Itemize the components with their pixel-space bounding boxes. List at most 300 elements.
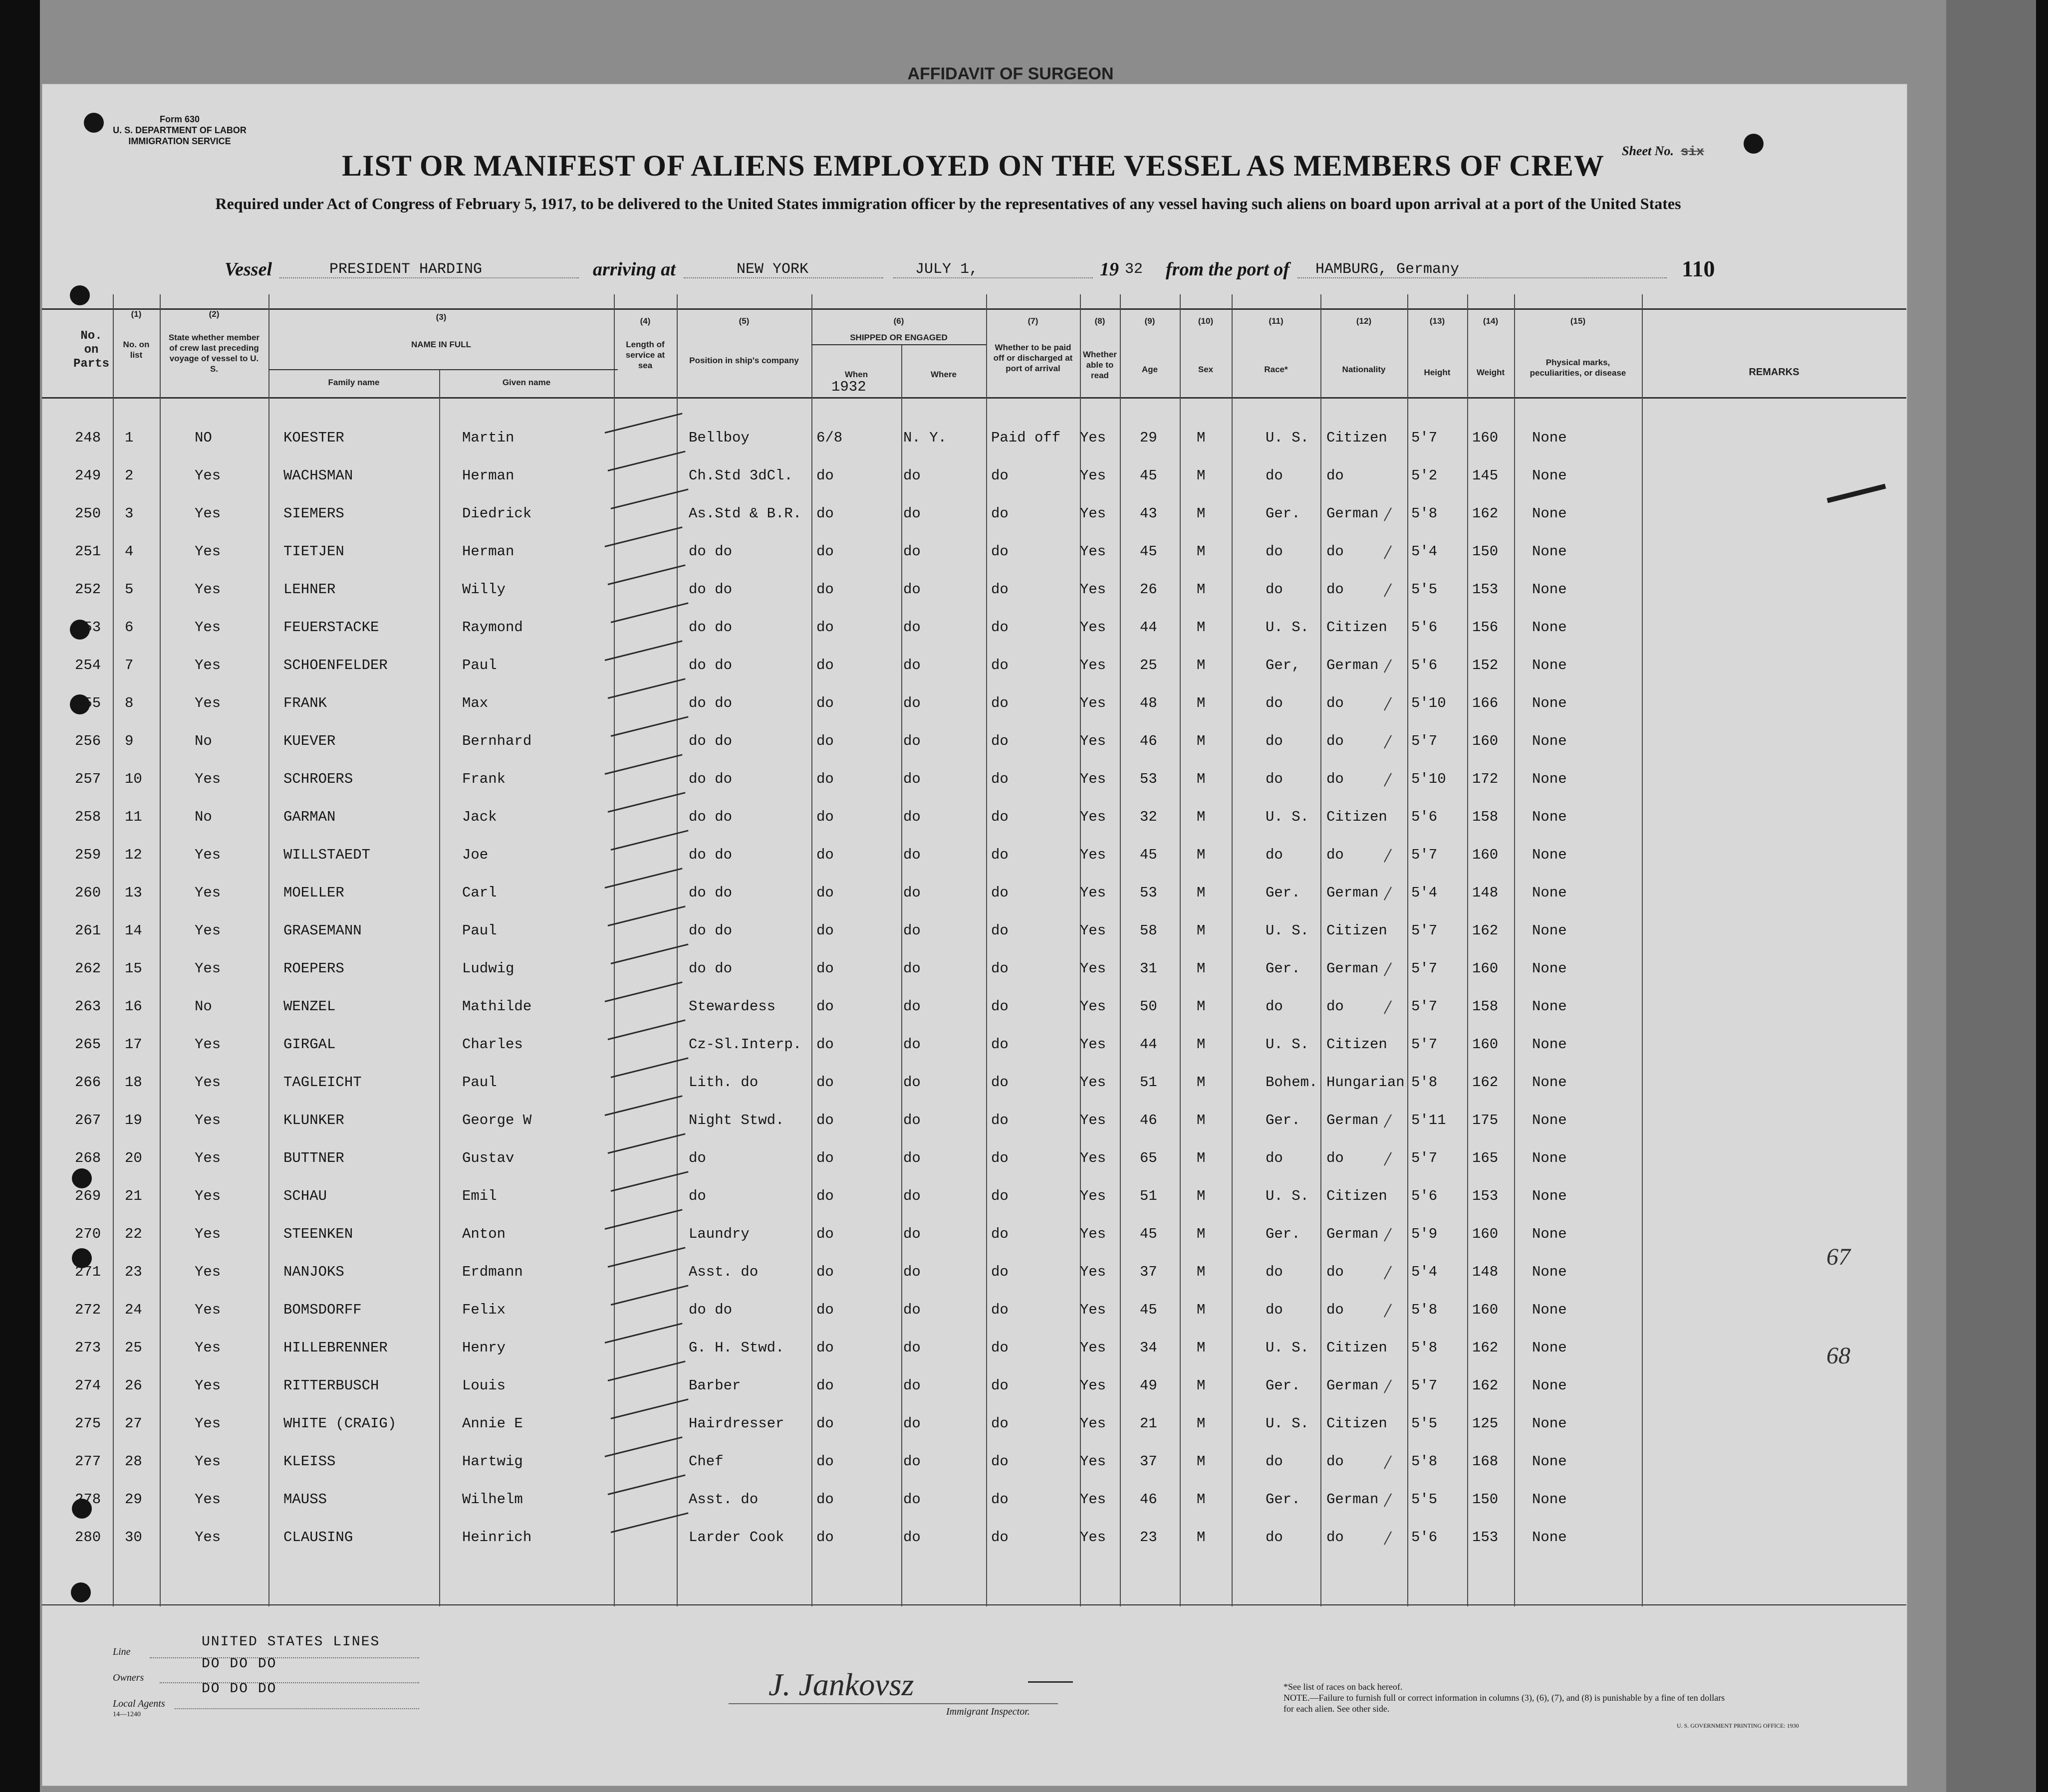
cell-physical-marks: None [1532,505,1567,522]
cell-sex: M [1197,1491,1206,1508]
cell-given-name: Jack [462,809,497,825]
cell-family-name: MOELLER [283,885,344,901]
col-num: (11) [1269,316,1283,326]
cell-age: 43 [1140,505,1157,522]
cell-family-name: LEHNER [283,581,336,598]
cell-parts-number: 249 [75,467,101,484]
cell-race: U. S. [1266,1340,1309,1356]
cell-given-name: Felix [462,1302,506,1318]
cell-list-number: 26 [125,1377,142,1394]
cell-nationality: Citizen [1326,1340,1387,1356]
cell-paid-off: do [991,1491,1009,1508]
cell-weight: 153 [1472,1188,1499,1204]
cell-race: do [1266,695,1283,711]
cell-able-to-read: Yes [1080,885,1106,901]
cell-paid-off: do [991,467,1009,484]
cell-given-name: Wilhelm [462,1491,523,1508]
cell-given-name: Raymond [462,619,523,636]
cell-parts-number: 248 [75,430,101,446]
cell-physical-marks: None [1532,619,1567,636]
cell-position: do do [689,1302,733,1318]
margin-note: 68 [1826,1343,1850,1369]
col-header-height: Height [1424,368,1451,377]
department-name: U. S. DEPARTMENT OF LABOR [113,125,247,135]
cell-shipped-where: N. Y. [903,430,947,446]
cell-list-number: 9 [125,733,134,749]
cell-prev-voyage: Yes [195,1112,221,1128]
cell-shipped-where: do [903,1491,921,1508]
cell-race: do [1266,1150,1283,1166]
signature-flourish [1028,1681,1073,1683]
cell-shipped-when: do [816,771,834,787]
cell-family-name: FRANK [283,695,327,711]
cell-able-to-read: Yes [1080,1074,1106,1091]
cell-family-name: KLEISS [283,1453,336,1470]
cell-shipped-when: do [816,1074,834,1091]
line-label: Line [113,1646,131,1657]
cell-weight: 160 [1472,847,1499,863]
cell-parts-number: 261 [75,922,101,939]
cell-shipped-where: do [903,1036,921,1053]
cell-sex: M [1197,1226,1206,1242]
cell-nationality: Citizen [1326,809,1387,825]
cell-sex: M [1197,1302,1206,1318]
cell-race: do [1266,1302,1283,1318]
cell-paid-off: do [991,543,1009,560]
cell-prev-voyage: Yes [195,695,221,711]
cell-prev-voyage: Yes [195,1150,221,1166]
cell-list-number: 11 [125,809,142,825]
cell-given-name: Charles [462,1036,523,1053]
margin-note: 67 [1826,1244,1850,1270]
cell-physical-marks: None [1532,1226,1567,1242]
cell-family-name: SIEMERS [283,505,344,522]
cell-family-name: KUEVER [283,733,336,749]
cell-race: Ger. [1266,960,1300,977]
cell-physical-marks: None [1532,1491,1567,1508]
cell-age: 53 [1140,885,1157,901]
cell-given-name: Diedrick [462,505,532,522]
cell-prev-voyage: Yes [195,1453,221,1470]
cell-height: 5'6 [1411,619,1438,636]
cell-paid-off: do [991,1415,1009,1432]
cell-shipped-where: do [903,1302,921,1318]
cell-sex: M [1197,657,1206,673]
cell-family-name: RITTERBUSCH [283,1377,379,1394]
line-value: UNITED STATES LINES [202,1634,380,1650]
cell-nationality: do [1326,543,1344,560]
cell-paid-off: do [991,505,1009,522]
cell-nationality: German [1326,1112,1379,1128]
cell-sex: M [1197,430,1206,446]
cell-weight: 158 [1472,809,1499,825]
punch-hole [71,1582,91,1602]
cell-race: do [1266,467,1283,484]
cell-parts-number: 268 [75,1150,101,1166]
cell-shipped-where: do [903,1453,921,1470]
cell-shipped-where: do [903,467,921,484]
year-shipped: 1932 [831,379,866,395]
cell-physical-marks: None [1532,1264,1567,1280]
cell-sex: M [1197,809,1206,825]
cell-sex: M [1197,695,1206,711]
cell-prev-voyage: No [195,733,212,749]
cell-nationality: do [1326,733,1344,749]
cell-shipped-when: do [816,1529,834,1546]
cell-list-number: 15 [125,960,142,977]
cell-list-number: 24 [125,1302,142,1318]
cell-sex: M [1197,885,1206,901]
cell-weight: 158 [1472,998,1499,1015]
cell-given-name: Annie E [462,1415,523,1432]
cell-prev-voyage: Yes [195,1529,221,1546]
form-header [110,114,250,147]
col-num: (13) [1429,316,1445,326]
cell-given-name: Herman [462,467,514,484]
cell-given-name: Hartwig [462,1453,523,1470]
cell-age: 53 [1140,771,1157,787]
cell-height: 5'6 [1411,657,1438,673]
cell-able-to-read: Yes [1080,733,1106,749]
cell-paid-off: do [991,1529,1009,1546]
cell-list-number: 4 [125,543,134,560]
cell-given-name: Henry [462,1340,506,1356]
cell-height: 5'7 [1411,1036,1438,1053]
cell-weight: 168 [1472,1453,1499,1470]
cell-race: do [1266,733,1283,749]
cell-height: 5'7 [1411,998,1438,1015]
cell-family-name: MAUSS [283,1491,327,1508]
cell-position: do do [689,543,733,560]
cell-physical-marks: None [1532,1377,1567,1394]
cell-shipped-when: do [816,657,834,673]
cell-list-number: 21 [125,1188,142,1204]
cell-physical-marks: None [1532,1112,1567,1128]
cell-list-number: 29 [125,1491,142,1508]
cell-able-to-read: Yes [1080,543,1106,560]
cell-paid-off: do [991,1112,1009,1128]
cell-family-name: SCHOENFELDER [283,657,388,673]
local-agents-value: DO DO DO [202,1681,277,1697]
cell-shipped-when: do [816,1188,834,1204]
cell-prev-voyage: Yes [195,1226,221,1242]
cell-able-to-read: Yes [1080,430,1106,446]
col-header-age: Age [1141,365,1158,374]
cell-parts-number: 250 [75,505,101,522]
year-suffix: 32 [1125,261,1143,278]
col-header-when: When [844,370,868,379]
cell-prev-voyage: Yes [195,1415,221,1432]
cell-shipped-where: do [903,998,921,1015]
cell-paid-off: do [991,809,1009,825]
cell-weight: 148 [1472,885,1499,901]
cell-nationality: Citizen [1326,1188,1387,1204]
col-num: (15) [1570,316,1586,326]
cell-age: 32 [1140,809,1157,825]
cell-physical-marks: None [1532,1415,1567,1432]
cell-height: 5'8 [1411,1453,1438,1470]
cell-sex: M [1197,1340,1206,1356]
cell-family-name: WENZEL [283,998,336,1015]
cell-age: 26 [1140,581,1157,598]
cell-able-to-read: Yes [1080,1188,1106,1204]
cell-weight: 160 [1472,960,1499,977]
arriving-port: NEW YORK [737,261,809,278]
cell-able-to-read: Yes [1080,1150,1106,1166]
cell-position: do do [689,847,733,863]
cell-physical-marks: None [1532,467,1567,484]
cell-shipped-where: do [903,1340,921,1356]
cell-nationality: German [1326,885,1379,901]
col-num: (5) [739,316,750,326]
cell-shipped-where: do [903,1264,921,1280]
cell-position: do do [689,922,733,939]
cell-nationality: German [1326,1377,1379,1394]
vessel-name: PRESIDENT HARDING [329,261,483,278]
vessel-label: Vessel [225,259,272,280]
cell-shipped-when: do [816,543,834,560]
cell-shipped-when: do [816,505,834,522]
cell-able-to-read: Yes [1080,1036,1106,1053]
cell-given-name: Emil [462,1188,497,1204]
cell-prev-voyage: Yes [195,847,221,863]
cell-able-to-read: Yes [1080,847,1106,863]
cell-race: do [1266,543,1283,560]
cell-prev-voyage: Yes [195,885,221,901]
cell-prev-voyage: Yes [195,619,221,636]
punch-hole [70,285,90,305]
cell-age: 58 [1140,922,1157,939]
cell-family-name: WHITE (CRAIG) [283,1415,397,1432]
cell-prev-voyage: Yes [195,960,221,977]
cell-shipped-where: do [903,1112,921,1128]
cell-list-number: 7 [125,657,134,673]
cell-parts-number: 273 [75,1340,101,1356]
cell-position: Stewardess [689,998,776,1015]
cell-shipped-when: do [816,885,834,901]
cell-prev-voyage: Yes [195,581,221,598]
cell-paid-off: do [991,885,1009,901]
col-num: (8) [1094,316,1105,326]
cell-list-number: 16 [125,998,142,1015]
cell-prev-voyage: No [195,998,212,1015]
cell-age: 45 [1140,1226,1157,1242]
cell-sex: M [1197,960,1206,977]
cell-race: Bohem. [1266,1074,1318,1091]
inspector-signature: J. Jankovsz [768,1667,914,1702]
cell-physical-marks: None [1532,809,1567,825]
cell-family-name: KLUNKER [283,1112,344,1128]
cell-shipped-when: do [816,1264,834,1280]
cell-sex: M [1197,998,1206,1015]
cell-race: Ger. [1266,505,1300,522]
cell-height: 5'6 [1411,809,1438,825]
cell-shipped-where: do [903,1188,921,1204]
cell-age: 50 [1140,998,1157,1015]
cell-height: 5'5 [1411,581,1438,598]
col-header-physical-marks: Physical marks, peculiarities, or disease [1530,358,1626,378]
cell-position: do do [689,619,733,636]
cell-position: do do [689,733,733,749]
cell-prev-voyage: Yes [195,1188,221,1204]
cell-list-number: 3 [125,505,134,522]
cell-shipped-when: do [816,733,834,749]
col-num: (6) [893,316,904,326]
col-header-name: NAME IN FULL [411,340,471,349]
cell-shipped-where: do [903,1150,921,1166]
cell-family-name: WILLSTAEDT [283,847,371,863]
cell-family-name: NANJOKS [283,1264,344,1280]
cell-sex: M [1197,922,1206,939]
cell-list-number: 12 [125,847,142,863]
cell-able-to-read: Yes [1080,1377,1106,1394]
col-num: (1) [131,309,142,319]
col-num: (14) [1483,316,1499,326]
page-subtitle: Required under Act of Congress of February 5, 1917, to be delivered to the United States immigration officer by the representatives of any vessel having such aliens on board upon arrival at a port of the United States [215,195,1681,213]
cell-shipped-when: do [816,695,834,711]
cell-shipped-when: do [816,847,834,863]
cell-able-to-read: Yes [1080,1491,1106,1508]
cell-nationality: Citizen [1326,1036,1387,1053]
cell-able-to-read: Yes [1080,771,1106,787]
top-tab-label: AFFIDAVIT OF SURGEON [893,59,1128,89]
cell-weight: 172 [1472,771,1499,787]
cell-paid-off: Paid off [991,430,1061,446]
cell-weight: 153 [1472,1529,1499,1546]
cell-sex: M [1197,505,1206,522]
cell-sex: M [1197,1074,1206,1091]
cell-sex: M [1197,1264,1206,1280]
cell-weight: 152 [1472,657,1499,673]
cell-family-name: HILLEBRENNER [283,1340,388,1356]
cell-paid-off: do [991,1036,1009,1053]
cell-nationality: German [1326,1491,1379,1508]
cell-shipped-where: do [903,922,921,939]
cell-sex: M [1197,1150,1206,1166]
cell-family-name: ROEPERS [283,960,344,977]
cell-parts-number: 254 [75,657,101,673]
cell-list-number: 30 [125,1529,142,1546]
cell-shipped-where: do [903,771,921,787]
cell-list-number: 17 [125,1036,142,1053]
cell-age: 45 [1140,543,1157,560]
cell-able-to-read: Yes [1080,581,1106,598]
cell-shipped-where: do [903,1415,921,1432]
cell-physical-marks: None [1532,695,1567,711]
cell-age: 46 [1140,1491,1157,1508]
cell-position: do do [689,771,733,787]
cell-weight: 160 [1472,430,1499,446]
cell-prev-voyage: No [195,809,212,825]
cell-family-name: BOMSDORFF [283,1302,362,1318]
cell-race: do [1266,847,1283,863]
from-port: HAMBURG, Germany [1315,261,1460,278]
cell-paid-off: do [991,1226,1009,1242]
cell-shipped-where: do [903,581,921,598]
cell-physical-marks: None [1532,543,1567,560]
cell-given-name: Erdmann [462,1264,523,1280]
cell-position: Laundry [689,1226,750,1242]
cell-parts-number: 253 [75,619,101,636]
cell-paid-off: do [991,1074,1009,1091]
cell-list-number: 28 [125,1453,142,1470]
cell-weight: 150 [1472,543,1499,560]
cell-weight: 156 [1472,619,1499,636]
cell-height: 5'6 [1411,1188,1438,1204]
cell-able-to-read: Yes [1080,657,1106,673]
col-num: (9) [1144,316,1155,326]
cell-position: do [689,1188,706,1204]
cell-weight: 162 [1472,505,1499,522]
cell-given-name: Louis [462,1377,506,1394]
cell-position: Night Stwd. [689,1112,784,1128]
col-header-family: Family name [328,378,380,387]
cell-physical-marks: None [1532,885,1567,901]
cell-age: 49 [1140,1377,1157,1394]
footnote-races: *See list of races on back hereof. [1283,1682,1403,1692]
cell-shipped-when: do [816,922,834,939]
cell-race: U. S. [1266,1036,1309,1053]
cell-sex: M [1197,467,1206,484]
cell-physical-marks: None [1532,922,1567,939]
cell-height: 5'7 [1411,922,1438,939]
cell-nationality: do [1326,771,1344,787]
cell-paid-off: do [991,619,1009,636]
cell-sex: M [1197,771,1206,787]
cell-given-name: Joe [462,847,489,863]
cell-weight: 148 [1472,1264,1499,1280]
cell-able-to-read: Yes [1080,1415,1106,1432]
cell-parts-number: 263 [75,998,101,1015]
cell-shipped-when: do [816,1112,834,1128]
cell-sex: M [1197,733,1206,749]
cell-shipped-where: do [903,505,921,522]
form-number: Form 630 [159,114,200,124]
cell-parts-number: 258 [75,809,101,825]
cell-prev-voyage: Yes [195,1302,221,1318]
cell-parts-number: 271 [75,1264,101,1280]
cell-height: 5'7 [1411,960,1438,977]
cell-height: 5'8 [1411,505,1438,522]
cell-paid-off: do [991,771,1009,787]
cell-parts-number: 257 [75,771,101,787]
cell-physical-marks: None [1532,1036,1567,1053]
cell-parts-number: 272 [75,1302,101,1318]
cell-prev-voyage: Yes [195,543,221,560]
cell-able-to-read: Yes [1080,998,1106,1015]
cell-weight: 162 [1472,1377,1499,1394]
cell-shipped-when: do [816,1340,834,1356]
cell-shipped-when: do [816,1226,834,1242]
col-header-where: Where [931,370,957,379]
cell-family-name: BUTTNER [283,1150,344,1166]
cell-race: U. S. [1266,1415,1309,1432]
cell-family-name: WACHSMAN [283,467,353,484]
cell-able-to-read: Yes [1080,1529,1106,1546]
cell-race: do [1266,1453,1283,1470]
cell-shipped-where: do [903,809,921,825]
cell-physical-marks: None [1532,430,1567,446]
cell-race: Ger. [1266,885,1300,901]
cell-nationality: German [1326,505,1379,522]
cell-physical-marks: None [1532,733,1567,749]
col-num: (2) [209,309,220,319]
col-header-race: Race* [1264,365,1288,374]
cell-given-name: Willy [462,581,506,598]
cell-paid-off: do [991,847,1009,863]
cell-weight: 165 [1472,1150,1499,1166]
cell-age: 48 [1140,695,1157,711]
